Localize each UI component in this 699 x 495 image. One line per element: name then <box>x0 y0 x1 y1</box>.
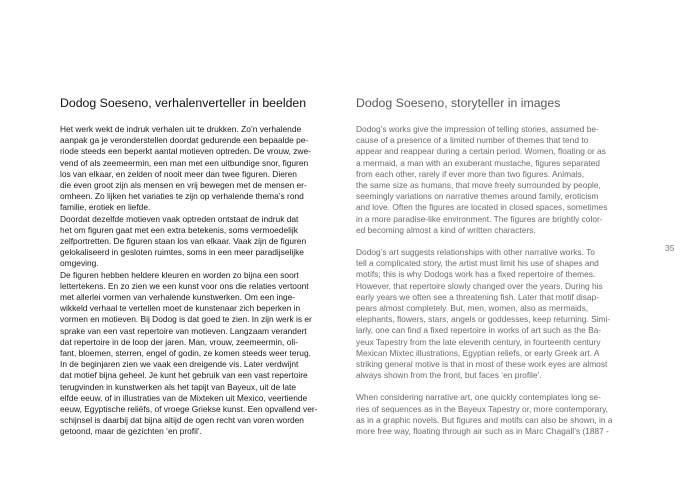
text-line: Dodog’s art suggests relationships with other narrative works. To <box>356 247 595 258</box>
text-line: zelfportretten. De figuren staan los van elkaar. Vaak zijn de figuren <box>60 236 307 247</box>
text-line: gelokaliseerd in gesloten ruimtes, soms in een meer paradijselijke <box>60 247 304 258</box>
text-line: terugvinden in kunstwerken als het tapijt van Bayeux, uit de late <box>60 381 297 392</box>
text-line: and love. Often the figures are located in closed spaces, sometimes <box>356 202 608 213</box>
text-line: in a more paradise-like environment. The figures are brightly color- <box>356 213 603 224</box>
text-line: familie, erotiek en liefde. <box>60 202 151 213</box>
text-line: as in a graphic novels. But figures and motifs can also be shown, in a <box>356 414 613 425</box>
text-line: vend of als zeemeermin, een man met een uitbundige snor, figuren <box>60 157 309 168</box>
text-line: fant, bloemen, sterren, engel of godin, ze komen steeds weer terug. <box>60 348 311 359</box>
text-line: motifs; this is why Dodogs work has a fixed repertoire of themes. <box>356 269 596 280</box>
text-line: sprake van een vast repertoire van motieven. Langzaam verandert <box>60 325 307 336</box>
english-body <box>356 124 654 437</box>
text-line: het om figuren gaat met een extra betekenis, soms vermoedelijk <box>60 224 298 235</box>
text-line: dat motief bijna geheel. Je kunt het gebruik van een vast repertoire <box>60 370 308 381</box>
text-line: However, that repertoire slowly changed over the years. During his <box>356 280 603 291</box>
text-line: De figuren hebben heldere kleuren en worden zo bijna een soort <box>60 269 299 280</box>
text-line: Dodog’s works give the impression of telling stories, assumed be- <box>356 124 599 134</box>
text-line: early years we often see a threatening fish. Later that motif disap- <box>356 291 600 302</box>
english-column <box>356 96 654 437</box>
text-line: larly, one can find a fixed repertoire in works of art such as the Ba- <box>356 325 602 336</box>
text-line: los van elkaar, en zelden of nooit meer dan twee figuren. Dieren <box>60 168 297 179</box>
text-line: elephants, flowers, stars, angels or goddesses, keep returning. Simi- <box>356 314 611 325</box>
text-line: cause of a presence of a limited number of themes that tend to <box>356 135 589 146</box>
text-line: striking general motive is that in most of these work eyes are almost <box>356 359 608 370</box>
text-line: eeuw, Egyptische reliëfs, of vroege Griekse kunst. Een opvallend ver- <box>60 404 318 415</box>
text-line: dat repertoire in de loop der jaren. Man, vrouw, zeemeermin, oli- <box>60 336 298 347</box>
text-line: Mexican Mixtec illustrations, Egyptian reliefs, or early Greek art. A <box>356 347 600 358</box>
text-line: yeux Tapestry from the late eleventh century, in fourteenth century <box>356 336 601 347</box>
dutch-body <box>60 124 344 438</box>
dutch-heading: Dodog Soeseno, verhalenverteller in beelden <box>60 96 307 110</box>
english-heading: Dodog Soeseno, storyteller in images <box>356 96 561 110</box>
text-line: getoond, maar de gezichten ‘en profil’. <box>60 426 202 437</box>
paragraph <box>356 124 654 236</box>
text-line: ed becoming almost a kind of written characters. <box>356 224 536 235</box>
paragraph-gap <box>356 236 654 247</box>
text-line: tell a complicated story, the artist must limit his use of shapes and <box>356 258 599 269</box>
text-line: met allerlei vormen van verhalende kunstwerken. Om een inge- <box>60 292 296 303</box>
text-line: always shown from the front, but faces ‘en profile’. <box>356 370 542 381</box>
text-line: Doordat dezelfde motieven vaak optreden ontstaat de indruk dat <box>60 213 299 224</box>
text-line: vormen en motieven. Bij Dodog is dat goed te zien. In zijn werk is er <box>60 314 312 325</box>
text-line: aanpak ga je veronderstellen doordat gedurende een bepaalde pe- <box>60 135 309 146</box>
text-line: more free way, floating through air such as in Marc Chagall’s (1887 - <box>356 426 609 437</box>
text-line: In de beginjaren zien we vaak een dreigende vis. Later verdwijnt <box>60 359 299 370</box>
text-line: ries of sequences as in the Bayeux Tapestry or, more contemporary, <box>356 403 608 414</box>
dutch-column <box>60 96 344 438</box>
text-line: schijnsel is daarbij dat bijna altijd de ogen recht van voren worden <box>60 415 304 426</box>
paragraph-gap <box>356 381 654 392</box>
text-line: seemingly variations on narrative themes around family, eroticism <box>356 191 599 202</box>
text-line: the same size as humans, that move freely surrounded by people, <box>356 180 601 191</box>
page-number: 35 <box>665 243 675 253</box>
text-line: from each other, rarely if ever more than two figures. Animals, <box>356 168 585 179</box>
text-line: elfde eeuw, of in illustraties van de Mixteken uit Mexico, veertiende <box>60 392 308 403</box>
text-line: When considering narrative art, one quickly contemplates long se- <box>356 392 601 403</box>
text-line: appear and reappear during a certain period. Women, floating or as <box>356 146 606 157</box>
text-line: die even groot zijn als mensen en vrij bewegen met de mensen er- <box>60 180 307 191</box>
paragraph <box>356 247 654 381</box>
paragraph <box>60 214 344 270</box>
text-line: Het werk wekt de indruk verhalen uit te drukken. Zo’n verhalende <box>60 124 302 134</box>
text-line: riode steeds een beperkt aantal motieven optreden. De vrouw, zwe- <box>60 146 311 157</box>
paragraph <box>60 270 344 438</box>
paragraph <box>356 392 654 437</box>
text-line: a mermaid, a man with an exuberant mustache, figures separated <box>356 157 600 168</box>
paragraph <box>60 124 344 214</box>
text-line: pears almost completely. But, men, women, also as mermaids, <box>356 303 589 314</box>
text-line: lettertekens. En zo zien we een kunst voor ons die relaties vertoont <box>60 280 309 291</box>
text-line: omgeving. <box>60 258 99 269</box>
text-line: omheen. Zo lijken het variaties te zijn op verhalende thema’s rond <box>60 191 304 202</box>
text-line: wikkeld verhaal te vertellen moet de kunstenaar zich beperken in <box>60 303 301 314</box>
